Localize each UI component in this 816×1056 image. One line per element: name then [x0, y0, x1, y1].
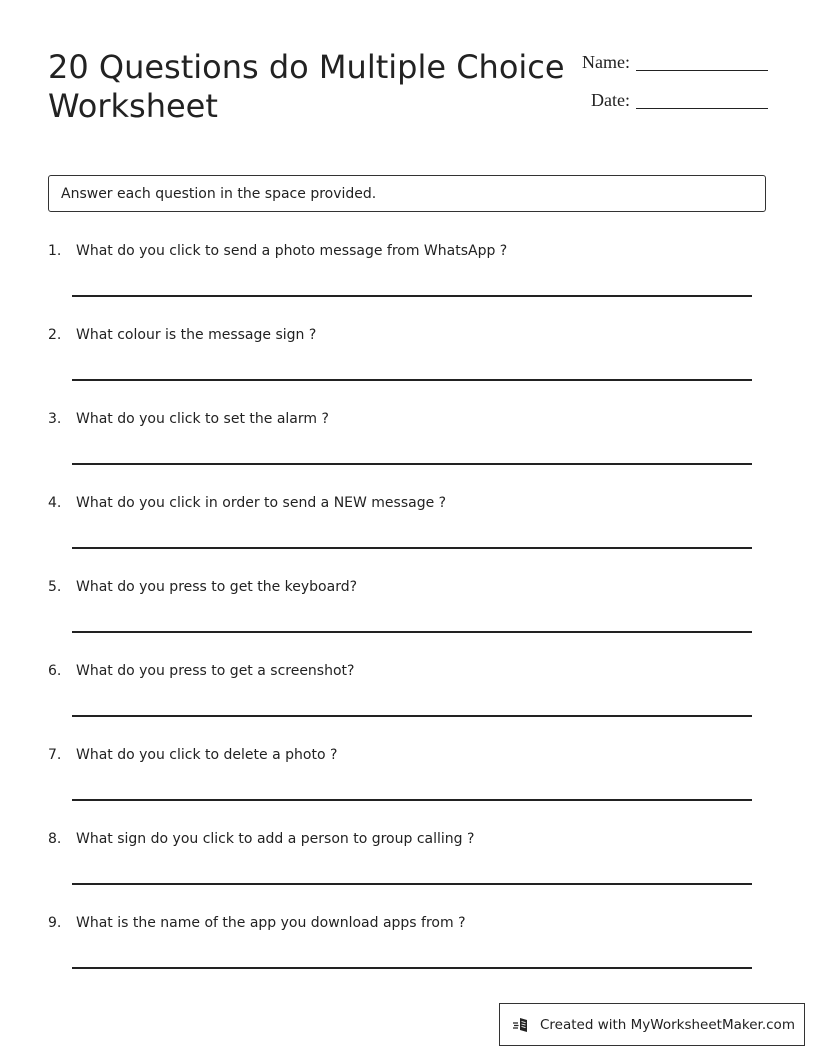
answer-line [72, 463, 752, 465]
worksheet-maker-logo-icon [512, 1015, 532, 1035]
question-item [48, 915, 752, 999]
question-item [48, 579, 752, 663]
answer-line [72, 715, 752, 717]
footer-credit-text: Created with MyWorksheetMaker.com [540, 1016, 795, 1033]
instructions-text: Answer each question in the space provided. [61, 185, 377, 202]
answer-line [72, 379, 752, 381]
date-label: Date: [591, 90, 630, 110]
answer-line [72, 547, 752, 549]
date-blank-line [636, 108, 768, 109]
question-item [48, 663, 752, 747]
name-label: Name: [582, 52, 630, 72]
question-item [48, 495, 752, 579]
question-item [48, 747, 752, 831]
answer-line [72, 883, 752, 885]
question-number: 7. [48, 747, 62, 763]
question-number: 2. [48, 327, 62, 343]
answer-line [72, 967, 752, 969]
question-number: 5. [48, 579, 62, 595]
question-number: 9. [48, 915, 62, 931]
footer-credit-badge[interactable] [499, 1003, 805, 1046]
question-text: What do you press to get the keyboard? [76, 579, 358, 595]
name-field [582, 52, 768, 73]
worksheet-title: 20 Questions do Multiple Choice Worksheet [48, 48, 565, 125]
answer-line [72, 295, 752, 297]
question-text: What do you press to get a screenshot? [76, 663, 355, 679]
question-text: What sign do you click to add a person to group calling ? [76, 831, 475, 847]
instructions-box [48, 175, 766, 212]
question-item [48, 243, 752, 327]
question-text: What do you click to send a photo message from WhatsApp ? [76, 243, 508, 259]
question-text: What do you click to delete a photo ? [76, 747, 338, 763]
answer-line [72, 799, 752, 801]
name-blank-line [636, 70, 768, 71]
question-item [48, 327, 752, 411]
question-number: 6. [48, 663, 62, 679]
question-text: What do you click in order to send a NEW message ? [76, 495, 447, 511]
question-number: 8. [48, 831, 62, 847]
answer-line [72, 631, 752, 633]
question-number: 3. [48, 411, 62, 427]
question-number: 4. [48, 495, 62, 511]
question-list [48, 243, 752, 999]
question-item [48, 831, 752, 915]
question-text: What do you click to set the alarm ? [76, 411, 329, 427]
date-field [591, 90, 768, 111]
question-text: What colour is the message sign ? [76, 327, 317, 343]
question-text: What is the name of the app you download apps from ? [76, 915, 466, 931]
question-item [48, 411, 752, 495]
question-number: 1. [48, 243, 62, 259]
